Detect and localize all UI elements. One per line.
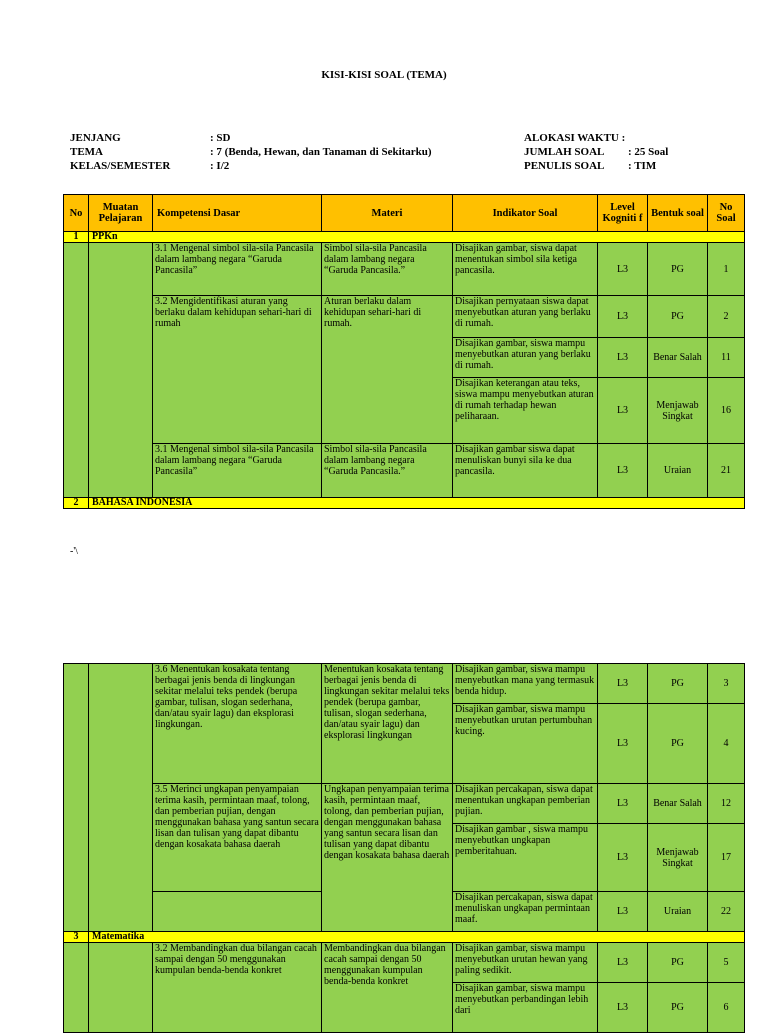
kompetensi-cell: 3.2 Membandingkan dua bilangan cacah sampai dengan 50 menggunakan kumpulan benda-benda konkret	[153, 943, 322, 1033]
no-soal-cell: 5	[708, 943, 745, 983]
bentuk-cell: Menjawab Singkat	[648, 824, 708, 892]
materi-cell: Aturan berlaku dalam kehidupan sehari-hari di rumah.	[322, 296, 453, 444]
meta-left	[70, 131, 432, 173]
page-title: KISI-KISI SOAL (TEMA)	[321, 69, 447, 81]
bentuk-cell: PG	[648, 296, 708, 338]
section-row	[64, 932, 745, 943]
level-cell: L3	[598, 664, 648, 704]
section-number: 1	[64, 232, 89, 243]
header-kompetensi-dasar: Kompetensi Dasar	[153, 195, 322, 232]
kisi-kisi-table-2	[63, 663, 745, 1033]
table-row	[64, 943, 745, 983]
table-row	[64, 296, 745, 338]
meta-value: : SD	[210, 132, 231, 144]
indikator-cell: Disajikan gambar, siswa mampu menyebutkan urutan hewan yang paling sedikit.	[453, 943, 598, 983]
level-cell: L3	[598, 243, 648, 296]
bentuk-cell: Benar Salah	[648, 784, 708, 824]
level-cell: L3	[598, 704, 648, 784]
bentuk-cell: PG	[648, 943, 708, 983]
indikator-cell: Disajikan gambar siswa dapat menuliskan bunyi sila ke dua pancasila.	[453, 444, 598, 498]
header-materi: Materi	[322, 195, 453, 232]
level-cell: L3	[598, 824, 648, 892]
no-soal-cell: 21	[708, 444, 745, 498]
indikator-cell: Disajikan percakapan, siswa dapat menuliskan ungkapan permintaan maaf.	[453, 892, 598, 932]
level-cell: L3	[598, 296, 648, 338]
no-soal-cell: 12	[708, 784, 745, 824]
indikator-cell: Disajikan gambar, siswa dapat menentukan simbol sila ketiga pancasila.	[453, 243, 598, 296]
header-row	[64, 195, 745, 232]
section-title: BAHASA INDONESIA	[89, 498, 745, 509]
no-soal-cell: 1	[708, 243, 745, 296]
section-row	[64, 232, 745, 243]
no-soal-cell: 2	[708, 296, 745, 338]
kompetensi-cell: 3.6 Menentukan kosakata tentang berbagai jenis benda di lingkungan sekitar melalui teks pendek (berupa gambar, tulisan, slogan sederhana, dan/atau syair lagu) dan eksplorasi lingkungan.	[153, 664, 322, 784]
indikator-cell: Disajikan keterangan atau teks, siswa mampu menyebutkan aturan di rumah terhadap hewan peliharaan.	[453, 378, 598, 444]
meta-label: JENJANG	[70, 132, 121, 144]
meta-label: PENULIS SOAL	[524, 160, 605, 172]
meta-right	[524, 131, 668, 173]
indikator-cell: Disajikan gambar, siswa mampu menyebutkan perbandingan lebih dari	[453, 983, 598, 1033]
header-muatan: Muatan Pelajaran	[89, 195, 153, 232]
bentuk-cell: PG	[648, 983, 708, 1033]
table-row	[64, 444, 745, 498]
level-cell: L3	[598, 983, 648, 1033]
no-soal-cell: 16	[708, 378, 745, 444]
header-level: Level Kogniti f	[598, 195, 648, 232]
kompetensi-cell: 3.2 Mengidentifikasi aturan yang berlaku dalam kehidupan sehari-hari di rumah	[153, 296, 322, 444]
meta-value: : I/2	[210, 160, 230, 172]
indikator-cell: Disajikan percakapan, siswa dapat menentukan ungkapan pemberian pujian.	[453, 784, 598, 824]
bentuk-cell: PG	[648, 704, 708, 784]
materi-cell: Simbol sila-sila Pancasila dalam lambang negara “Garuda Pancasila.”	[322, 444, 453, 498]
indikator-cell: Disajikan gambar, siswa mampu menyebutkan urutan pertumbuhan kucing.	[453, 704, 598, 784]
section-number: 3	[64, 932, 89, 943]
table-row	[64, 243, 745, 296]
section-title: Matematika	[89, 932, 745, 943]
bentuk-cell: Benar Salah	[648, 338, 708, 378]
meta-value: : 25 Soal	[628, 146, 669, 158]
header-no-soal: No Soal	[708, 195, 745, 232]
kompetensi-cell: 3.5 Merinci ungkapan penyampaian terima kasih, permintaan maaf, tolong, dan pemberian pujian, dengan menggunakan bahasa yang santun secara lisan dan tulisan yang dapat dibantu dengan kosakata bahasa daerah	[153, 784, 322, 892]
meta-label: TEMA	[70, 146, 103, 158]
bentuk-cell: Uraian	[648, 444, 708, 498]
level-cell: L3	[598, 444, 648, 498]
kompetensi-cell: 3.1 Mengenal simbol sila-sila Pancasila dalam lambang negara “Garuda Pancasila”	[153, 243, 322, 296]
meta-value: : 7 (Benda, Hewan, dan Tanaman di Sekitarku)	[210, 146, 432, 158]
level-cell: L3	[598, 943, 648, 983]
no-soal-cell: 22	[708, 892, 745, 932]
no-soal-cell: 6	[708, 983, 745, 1033]
stray-text: -'\	[70, 546, 78, 557]
meta-label: JUMLAH SOAL	[524, 146, 605, 158]
bentuk-cell: PG	[648, 664, 708, 704]
section-title: PPKn	[89, 232, 745, 243]
header-indikator: Indikator Soal	[453, 195, 598, 232]
kompetensi-cell: 3.1 Mengenal simbol sila-sila Pancasila dalam lambang negara “Garuda Pancasila”	[153, 444, 322, 498]
level-cell: L3	[598, 378, 648, 444]
meta-label: KELAS/SEMESTER	[70, 160, 171, 172]
materi-cell: Simbol sila-sila Pancasila dalam lambang negara “Garuda Pancasila.”	[322, 243, 453, 296]
level-cell: L3	[598, 892, 648, 932]
level-cell: L3	[598, 784, 648, 824]
table-row	[64, 784, 745, 824]
no-soal-cell: 4	[708, 704, 745, 784]
header-no: No	[64, 195, 89, 232]
indikator-cell: Disajikan pernyataan siswa dapat menyebutkan aturan yang berlaku di rumah.	[453, 296, 598, 338]
indikator-cell: Disajikan gambar , siswa mampu menyebutkan ungkapan pemberitahuan.	[453, 824, 598, 892]
bentuk-cell: PG	[648, 243, 708, 296]
meta-label: ALOKASI WAKTU :	[524, 132, 626, 144]
no-soal-cell: 17	[708, 824, 745, 892]
no-soal-cell: 11	[708, 338, 745, 378]
materi-cell: Membandingkan dua bilangan cacah sampai dengan 50 menggunakan kumpulan benda-benda konkret	[322, 943, 453, 1033]
header-bentuk: Bentuk soal	[648, 195, 708, 232]
bentuk-cell: Uraian	[648, 892, 708, 932]
section-number: 2	[64, 498, 89, 509]
level-cell: L3	[598, 338, 648, 378]
kisi-kisi-table-1	[63, 194, 745, 509]
indikator-cell: Disajikan gambar, siswa mampu menyebutkan aturan yang berlaku di rumah.	[453, 338, 598, 378]
materi-cell: Menentukan kosakata tentang berbagai jenis benda di lingkungan sekitar melalui teks pendek (berupa gambar, tulisan, slogan sederhana, dan/atau syair lagu) dan eksplorasi lingkungan	[322, 664, 453, 784]
no-soal-cell: 3	[708, 664, 745, 704]
indikator-cell: Disajikan gambar, siswa mampu menyebutkan mana yang termasuk benda hidup.	[453, 664, 598, 704]
materi-cell: Ungkapan penyampaian terima kasih, permintaan maaf, tolong, dan pemberian pujian, dengan menggunakan bahasa yang santun secara lisan dan tulisan yang dapat dibantu dengan kosakata bahasa daerah	[322, 784, 453, 932]
bentuk-cell: Menjawab Singkat	[648, 378, 708, 444]
meta-value: : TIM	[628, 160, 657, 172]
table-row	[64, 664, 745, 704]
section-row	[64, 498, 745, 509]
